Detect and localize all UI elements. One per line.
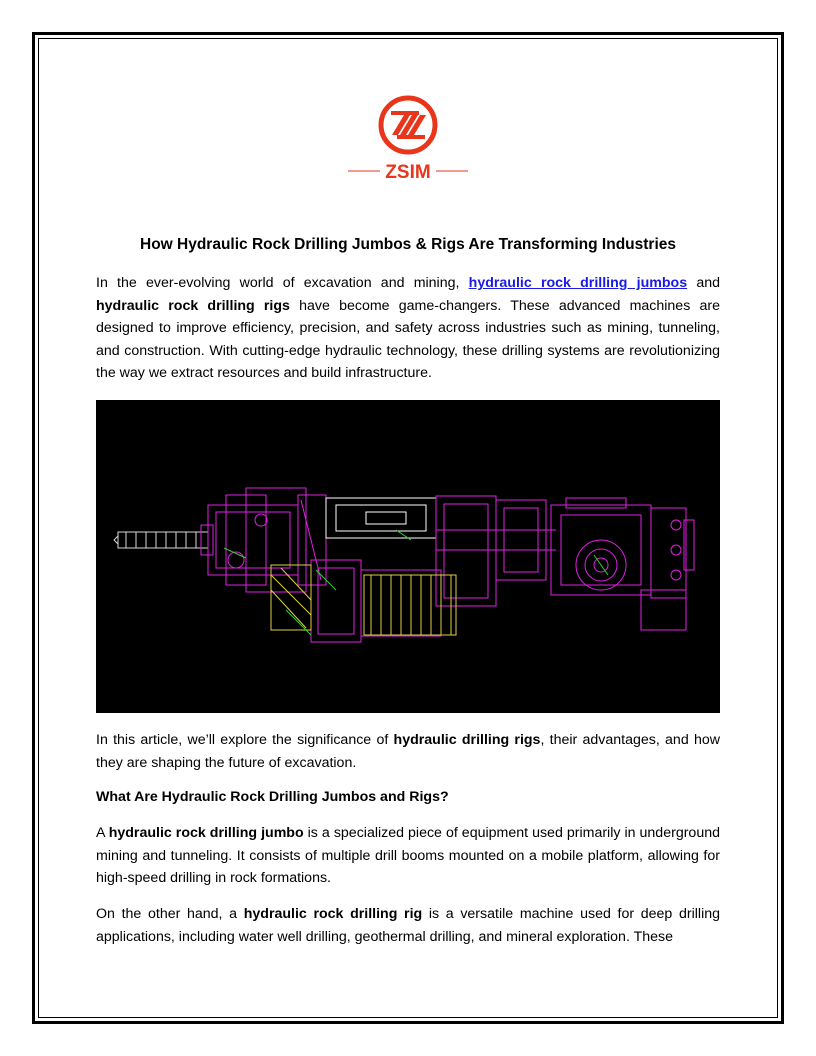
jumbos-link[interactable]: hydraulic rock drilling jumbos [468, 275, 688, 291]
rig-paragraph: On the other hand, a hydraulic rock drilling rig is a versatile machine used for deep drilling applications, including water well drilling, geothermal drilling, and mineral exploration. These [96, 906, 720, 945]
zsim-logo [346, 93, 470, 185]
intro-paragraph: In the ever-evolving world of excavation and mining, hydraulic rock drilling jumbos and hydraulic rock drilling rigs have become game-changers. These advanced machines are designed to improve efficiency, precision, and safety across industries such as mining, tunneling, and construction. With cutting-edge hydraulic technology, these drilling systems are revolutionizing the way we extract resources and build infrastructure. [96, 275, 720, 382]
section-heading: What Are Hydraulic Rock Drilling Jumbos and Rigs? [96, 789, 449, 805]
page-title: How Hydraulic Rock Drilling Jumbos & Rigs Are Transforming Industries [140, 236, 676, 253]
logo-text: ZSIM [385, 162, 431, 183]
article-intro-paragraph: In this article, we’ll explore the significance of hydraulic drilling rigs, their advantages, and how they are shaping the future of excavation. [96, 732, 720, 771]
jumbo-paragraph: A hydraulic rock drilling jumbo is a specialized piece of equipment used primarily in underground mining and tunneling. It consists of multiple drill booms mounted on a mobile platform, allowing for high-speed drilling in rock formations. [96, 825, 720, 887]
drill-cad-figure [96, 400, 720, 713]
